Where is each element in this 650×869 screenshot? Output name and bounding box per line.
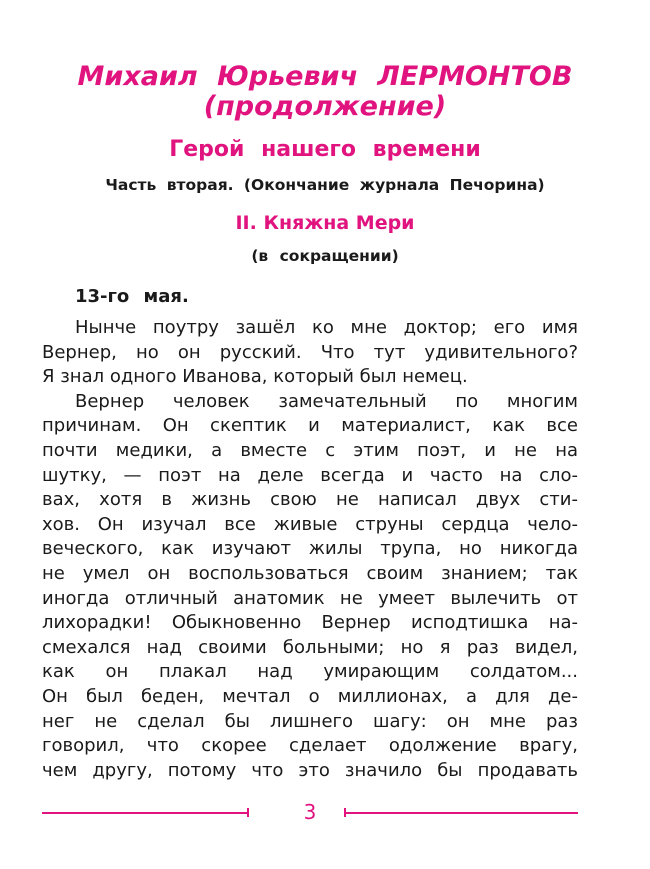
text-line: смехался над своими больными; но я раз видел, xyxy=(42,636,578,658)
text-line: Нынче поутру зашёл ко мне доктор; его имя xyxy=(75,317,578,338)
text-line: Вернер человек замечательный по многим xyxy=(75,390,578,412)
text-line: как он плакал над умирающим солдатом... xyxy=(42,661,578,683)
page-number: 3 xyxy=(303,800,317,824)
work-title: Герой нашего времени xyxy=(169,137,481,162)
text-line: почти медики, а вместе с этим поэт, и не на xyxy=(42,439,578,461)
text-line: иногда отличный анатомик не умеет вылечить от xyxy=(42,587,578,609)
footer-rule-right xyxy=(344,812,578,814)
abridged-note: (в сокращении) xyxy=(251,247,399,265)
body-text xyxy=(42,316,578,783)
text-line: не умел он воспользоваться своим знанием; так xyxy=(42,562,578,584)
text-line: причинам. Он скептик и материалист, как все xyxy=(42,415,578,437)
text-line: Я знал одного Иванова, который был немец. xyxy=(42,366,468,388)
text-line: нег не сделал бы лишнего шагу: он мне раз xyxy=(42,710,578,732)
text-line: веческого, как изучают жилы трупа, но никогда xyxy=(42,538,578,560)
text-line: вах, хотя в жизнь свою не написал двух сти- xyxy=(42,489,578,511)
footer-rule-left xyxy=(42,812,248,814)
footer-rule-left-tick xyxy=(247,808,249,817)
author-name: Михаил Юрьевич ЛЕРМОНТОВ xyxy=(77,61,573,92)
text-line: шутку, — поэт на деле всегда и часто на сло- xyxy=(42,464,578,486)
text-line: хов. Он изучал все живые струны сердца чело- xyxy=(42,513,578,535)
text-line: Он был беден, мечтал о миллионах, а для де- xyxy=(42,685,578,707)
text-line: говорил, что скорее сделает одолжение врагу, xyxy=(42,735,578,757)
part-heading: Часть вторая. (Окончание журнала Печорина) xyxy=(105,176,545,194)
text-line: чем другу, потому что это значило бы продавать xyxy=(42,759,578,781)
continuation-label: (продолжение) xyxy=(203,91,447,122)
text-line: лихорадки! Обыкновенно Вернер исподтишка на- xyxy=(42,612,578,634)
chapter-heading: II. Княжна Мери xyxy=(235,212,415,234)
text-line: Вернер, но он русский. Что тут удивительного? xyxy=(42,341,578,363)
entry-date: 13-го мая. xyxy=(75,286,189,307)
